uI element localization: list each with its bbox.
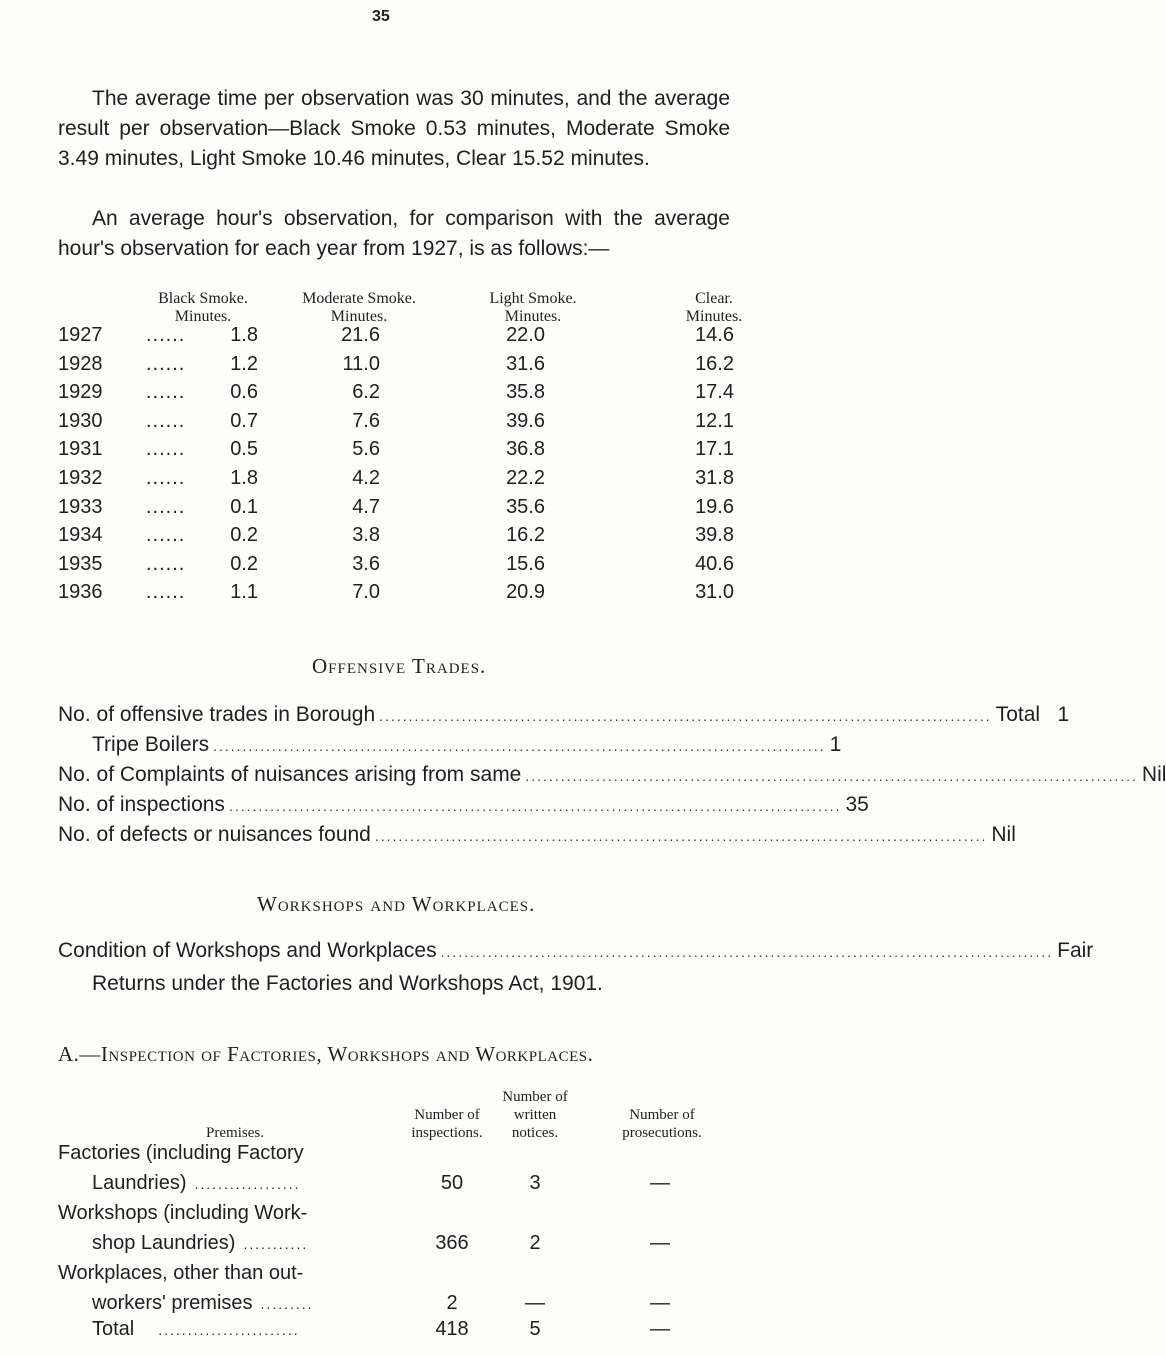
smoke-table-row [58,524,748,552]
cell-black-smoke: 0.7 [230,409,258,432]
factories-notices: 3 [529,1172,541,1194]
header-premises: Premises. [206,1125,264,1141]
row-leader: ...... [146,438,186,461]
row-year: 1928 [58,352,103,375]
cell-clear: 12.1 [695,409,734,432]
header-notices: Number of written notices. [502,1089,568,1141]
row-year: 1933 [58,495,103,518]
offensive-trades-count-line: No. of offensive trades in Borough ........................................................................................................ Total 1 [58,703,1070,726]
header-clear: Clear. Minutes. [685,290,743,325]
header-prosecutions: Number of prosecutions. [622,1107,702,1141]
cell-clear: 39.8 [695,524,734,547]
cell-black-smoke: 0.2 [230,524,258,547]
row-leader: ...... [146,381,186,404]
comparison-text: An average hour's observation, for comparison with the average hour's observation for each year from 1927, is as follows:— [58,207,730,260]
row-year: 1932 [58,467,103,489]
defects-line: No. of defects or nuisances found ........................................................................................................ Nil [58,823,1016,846]
workplaces-prosecutions: — [650,1292,670,1314]
cell-black-smoke: 1.1 [230,581,258,604]
total-label: Total ........................ [92,1318,300,1340]
cell-clear: 31.8 [695,467,734,489]
cell-clear: 17.4 [695,381,734,404]
cell-moderate-smoke: 7.0 [352,581,380,604]
cell-light-smoke: 39.6 [506,409,545,432]
cell-black-smoke: 0.2 [230,552,258,575]
smoke-table-row [58,581,748,609]
condition-line: Condition of Workshops and Workplaces ........................................................................................................ Fair [58,939,1094,962]
smoke-table-row [58,438,748,466]
row-leader: ...... [146,581,186,604]
header-black-smoke: Black Smoke. Minutes. [158,290,248,325]
tripe-boilers-line: Tripe Boilers ........................................................................................................ 1 [92,733,842,756]
row-year: 1931 [58,438,103,461]
smoke-table-row [58,553,748,581]
cell-light-smoke: 31.6 [506,352,545,375]
smoke-table-row [58,467,748,495]
row-leader: ...... [146,524,186,547]
row-year: 1927 [58,324,103,346]
header-inspections: Number of inspections. [411,1107,483,1141]
cell-clear: 14.6 [695,324,734,346]
cell-black-smoke: 1.2 [230,352,258,375]
intro-text: The average time per observation was 30 minutes, and the average result per observation—Black Smoke 0.53 minutes, Moderate Smoke 3.49 minutes, Light Smoke 10.46 minutes, Clear 15.52 minutes. [58,87,730,170]
row-leader: ...... [146,324,186,346]
cell-black-smoke: 1.8 [230,324,258,346]
cell-moderate-smoke: 21.6 [341,324,380,346]
row-year: 1929 [58,381,103,404]
row-leader: ...... [146,552,186,575]
factories-inspections: 50 [440,1172,464,1194]
cell-moderate-smoke: 11.0 [342,352,380,375]
cell-light-smoke: 20.9 [506,581,545,604]
smoke-table-row [58,496,748,524]
cell-light-smoke: 35.6 [506,495,545,518]
workshops-notices: 2 [529,1232,541,1254]
total-prosecutions: — [650,1318,670,1340]
factories-label-line1: Factories (including Factory [58,1142,304,1164]
row-year: 1930 [58,409,103,432]
cell-clear: 16.2 [695,352,734,375]
row-year: 1935 [58,552,103,575]
workplaces-label-line2: workers' premises ......... [92,1292,314,1314]
intro-paragraph [58,84,730,174]
cell-clear: 19.6 [695,495,734,518]
row-year: 1936 [58,581,103,604]
header-light-smoke: Light Smoke. Minutes. [489,290,577,325]
smoke-table-row [58,353,748,381]
row-leader: ...... [146,467,186,489]
row-leader: ...... [146,495,186,518]
workshops-heading: Workshops and Workplaces. [257,892,536,916]
cell-moderate-smoke: 4.7 [352,495,380,518]
cell-clear: 17.1 [695,438,734,461]
inspection-heading: A.—Inspection of Factories, Workshops and Workplaces. [58,1042,594,1066]
row-leader: ...... [146,352,186,375]
cell-light-smoke: 22.0 [506,324,545,346]
cell-light-smoke: 35.8 [506,381,545,404]
cell-light-smoke: 36.8 [506,438,545,461]
workshops-label-line2: shop Laundries) ........... [92,1232,309,1254]
cell-light-smoke: 22.2 [506,467,545,489]
total-inspections: 418 [435,1318,469,1340]
returns-line: Returns under the Factories and Workshops Act, 1901. [92,972,603,995]
cell-clear: 40.6 [695,552,734,575]
smoke-table-row [58,410,748,438]
cell-moderate-smoke: 3.8 [352,524,380,547]
cell-light-smoke: 15.6 [506,552,545,575]
cell-clear: 31.0 [695,581,734,604]
complaints-line: No. of Complaints of nuisances arising from same ........................................................................................................ Nil [58,763,1166,786]
cell-moderate-smoke: 6.2 [352,381,380,404]
cell-light-smoke: 16.2 [506,524,545,547]
cell-moderate-smoke: 3.6 [352,552,380,575]
workplaces-notices: — [525,1292,545,1314]
header-moderate-smoke: Moderate Smoke. Minutes. [302,290,416,325]
workshops-inspections: 366 [435,1232,469,1254]
workshops-prosecutions: — [650,1232,670,1254]
cell-black-smoke: 0.6 [230,381,258,404]
cell-moderate-smoke: 4.2 [352,467,380,489]
inspections-line: No. of inspections ........................................................................................................ 35 [58,793,869,816]
cell-moderate-smoke: 5.6 [352,438,380,461]
factories-prosecutions: — [650,1172,670,1194]
page-number: 35 [372,8,390,25]
cell-moderate-smoke: 7.6 [352,409,380,432]
smoke-table-row [58,324,748,352]
cell-black-smoke: 1.8 [230,467,258,489]
comparison-paragraph [58,204,730,264]
row-leader: ...... [146,409,186,432]
offensive-trades-heading: Offensive Trades. [312,654,487,678]
factories-label-line2: Laundries) .................. [92,1172,301,1194]
workplaces-inspections: 2 [446,1292,458,1314]
cell-black-smoke: 0.5 [230,438,258,461]
workplaces-label-line1: Workplaces, other than out- [58,1262,304,1284]
row-year: 1934 [58,524,103,547]
cell-black-smoke: 0.1 [230,495,258,518]
total-notices: 5 [529,1318,541,1340]
smoke-table-row [58,381,748,409]
workshops-label-line1: Workshops (including Work- [58,1202,308,1224]
